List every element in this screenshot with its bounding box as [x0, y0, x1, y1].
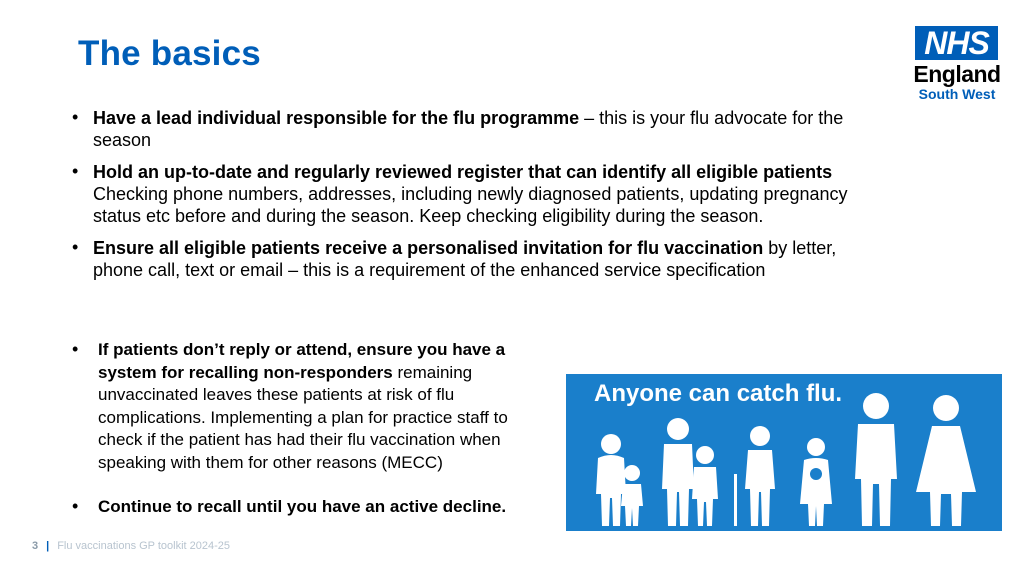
bullet-bold-text: Have a lead individual responsible for the flu programme [93, 108, 580, 128]
image-caption: Anyone can catch flu. [594, 380, 843, 407]
bullet-list [72, 107, 882, 291]
bullet-bold-text: Hold an up-to-date and regularly reviewed register that can identify all eligible patients [93, 162, 833, 182]
bullet-icon: • [72, 496, 79, 516]
page-title: The basics [78, 34, 261, 73]
bullet-icon: • [72, 107, 79, 127]
bullet-list-lower [72, 339, 547, 519]
nhs-logo-mark: NHS [915, 26, 998, 60]
logo-region: South West [918, 86, 996, 102]
bullet-bold-text: Ensure all eligible patients receive a personalised invitation for flu vaccination [93, 238, 764, 258]
footer-separator: | [46, 540, 50, 552]
nhs-england-logo [912, 26, 1002, 102]
bullet-item [72, 339, 547, 474]
bullet-text: remaining unvaccinated leaves these patients at risk of flu complications. Implementing a plan for practice staff to check if the patient has had their flu vaccination when speaking with them for other reasons (MECC) [98, 362, 508, 472]
bullet-item [72, 107, 882, 151]
bullet-bold-text: Continue to recall until you have an active decline. [98, 497, 507, 516]
bullet-item [72, 496, 547, 519]
bullet-item [72, 161, 882, 227]
footer-label: Flu vaccinations GP toolkit 2024-25 [57, 540, 231, 552]
bullet-bold-text: If patients don’t reply or attend, ensure you have a system for recalling non-responders [98, 340, 506, 382]
bullet-icon: • [72, 339, 79, 359]
bullet-text: – this is your flu advocate for the season [93, 108, 844, 150]
bullet-text: Checking phone numbers, addresses, including newly diagnosed patients, updating pregnancy status etc before and during the season. Keep checking eligibility during the season. [93, 184, 848, 226]
page-number: 3 [32, 540, 39, 552]
bullet-icon: • [72, 237, 79, 257]
bullet-icon: • [72, 161, 79, 181]
family-figures-icon [566, 374, 1002, 531]
logo-organisation: England [913, 61, 1001, 87]
footer [32, 540, 230, 552]
bullet-item [72, 237, 882, 281]
bullet-text: by letter, phone call, text or email – this is a requirement of the enhanced service specification [93, 238, 837, 280]
anyone-can-catch-flu-image [566, 374, 1002, 531]
